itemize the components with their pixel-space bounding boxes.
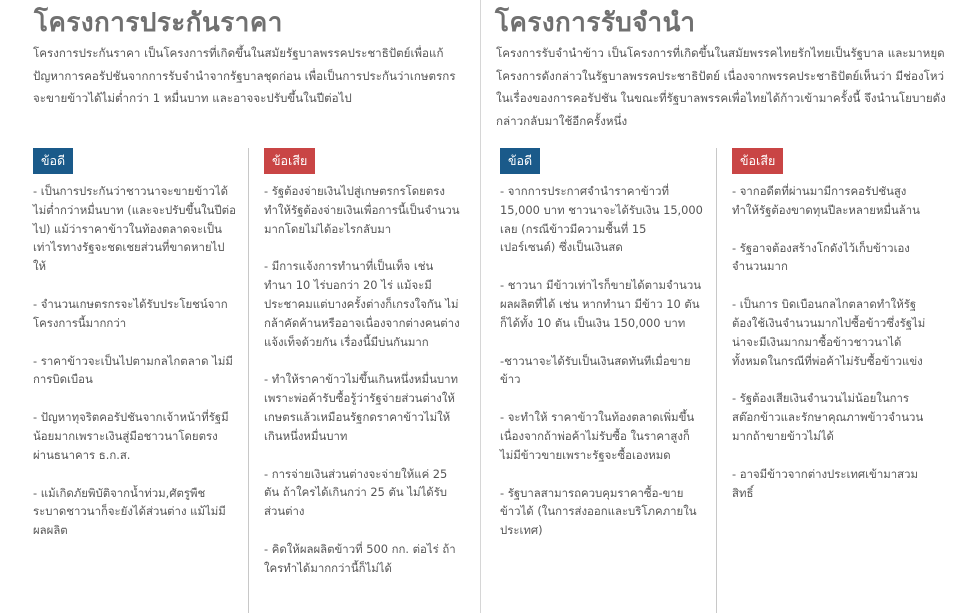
price-guarantee-intro: โครงการประกันราคา เป็นโครงการที่เกิดขึ้นในสมัยรัฐบาลพรรคประชาธิปัตย์เพื่อแก้ปัญหาการคอรัปชันจากการรับจำนำจากรัฐบาลชุดก่อน เพื่อเป็นการประกันว่าเกษตรกรจะขายข้าวได้ไม่ต่ำกว่า 1 หมื่นบาท และอาจจะปรับขึ้นในปีต่อไป <box>33 46 456 105</box>
list-item: - จำนวนเกษตรกรจะได้รับประโยชน์จากโครงการนี้มากกว่า <box>33 296 228 330</box>
rice-pledging-cons <box>716 148 927 613</box>
cons-badge: ข้อเสีย <box>264 148 315 174</box>
price-guarantee-section <box>0 0 480 613</box>
list-item: - ปัญหาทุจริตคอรัปชันจากเจ้าหน้าที่รัฐมีน้อยมากเพราะเงินสู่มือชาวนาโดยตรงผ่านธนาคาร ธ.ก.ส. <box>33 410 229 462</box>
list-item: - รัฐต้องเสียเงินจำนวนไม่น้อยในการสต๊อกข้าวและรักษาคุณภาพข้าวจำนวนมากถ้าขายข้าวไม่ได้ <box>732 391 924 443</box>
list-item: - การจ่ายเงินส่วนต่างจะจ่ายให้แค่ 25 ตัน ถ้าใครได้เกินกว่า 25 ตัน ไม่ได้รับส่วนต่าง <box>264 466 448 519</box>
rice-pledging-intro: โครงการรับจำนำข้าว เป็นโครงการที่เกิดขึ้นในสมัยพรรคไทยรักไทยเป็นรัฐบาล และมาหยุดโครงการดังกล่าวในรัฐบาลพรรคประชาธิปัตย์ เนื่องจากพรรคประชาธิปัตย์เห็นว่า มีช่องโหว่ในเรื่องของการคอรัปชัน ในขณะที่รัฐบาลพรรคเพื่อไทยได้ก้าวเข้ามาครั้งนี้ จึงนำนโยบายดังกล่าวกลับมาใช้อีกครั้งหนึ่ง <box>496 46 946 128</box>
pros-badge: ข้อดี <box>500 148 540 174</box>
list-item: - คิดให้ผลผลิตข้าวที่ 500 กก. ต่อไร่ ถ้าใครทำได้มากกว่านี้ก็ไม่ได้ <box>264 541 456 575</box>
list-item: - รัฐต้องจ่ายเงินไปสู่เกษตรกรโดยตรงทำให้รัฐต้องจ่ายเงินเพื่อการนี้เป็นจำนวนมากโดยไม่ได้อะไรกลับมา <box>264 184 460 236</box>
list-item: - จะทำให้ ราคาข้าวในท้องตลาดเพิ่มขึ้น เนื่องจากถ้าพ่อค้าไม่รับซื้อ ในราคาสูงก็ไม่มีข้าวขายเพราะรัฐจะซื้อเองหมด <box>500 410 695 462</box>
list-item: - อาจมีข้าวจากต่างประเทศเข้ามาสวมสิทธิ์ <box>732 466 918 500</box>
list-item: - แม้เกิดภัยพิบัติจากน้ำท่วม,ศัตรูพืชระบาดชาวนาก็จะยังได้ส่วนต่าง แม้ไม่มีผลผลิต <box>33 485 226 538</box>
rice-pledging-pros <box>500 148 703 613</box>
rice-pledging-title: โครงการรับจำนำ <box>495 8 696 38</box>
pros-badge: ข้อดี <box>33 148 73 174</box>
list-item: - มีการแจ้งการทำนาที่เป็นเท็จ เช่น ทำนา 10 ไร่บอกว่า 20 ไร่ แม้จะมีประชาคมแต่บางครั้งต่างก็เกรงใจกัน ไม่กล้าคัดค้านหรืออาจเนื่องจากต่างคนต่างแจ้งเท็จด้วยกัน เรื่องนี้มีบ่นกันมาก <box>264 259 460 349</box>
cons-badge: ข้อเสีย <box>732 148 783 174</box>
list-item: - รัฐบาลสามารถควบคุมราคาซื้อ-ขายข้าวได้ (ในการส่งออกและบริโภคภายในประเทศ) <box>500 485 697 538</box>
list-item: - เป็นการ บิดเบือนกลไกตลาดทำให้รัฐต้องใช้เงินจำนวนมากไปซื้อข้าวซึ่งรัฐไม่น่าจะมีเงินมากมาซื้อข้าวชาวนาได้ทั้งหมดในกรณีที่พ่อค้าไม่รับซื้อข้าวแข่ง <box>732 297 926 368</box>
list-item: -ชาวนาจะได้รับเป็นเงินสดทันทีเมื่อขายข้าว <box>500 353 691 387</box>
list-item: - จากอดีตที่ผ่านมามีการคอรัปชันสูง ทำให้รัฐต้องขาดทุนปีละหลายหมื่นล้าน <box>732 184 920 217</box>
list-item: - ราคาข้าวจะเป็นไปตามกลไกตลาด ไม่มีการบิดเบือน <box>33 353 233 387</box>
list-item: - จากการประกาศจำนำราคาข้าวที่ 15,000 บาท ชาวนาจะได้รับเงิน 15,000 เลย (กรณีข้าวมีความชื้นที่ 15 เปอร์เซนต์) ซึ่งเป็นเงินสด <box>500 184 703 255</box>
price-guarantee-pros <box>33 148 236 613</box>
list-item: - รัฐอาจต้องสร้างโกดังไว้เก็บข้าวเองจำนวนมาก <box>732 240 910 274</box>
price-guarantee-title: โครงการประกันราคา <box>34 8 283 38</box>
rice-pledging-section <box>480 0 968 613</box>
list-item: - เป็นการประกันว่าชาวนาจะขายข้าวได้ไม่ต่ำกว่าหมื่นบาท (และจะปรับขึ้นในปีต่อไป) แม้ว่าราคาข้าวในท้องตลาดจะเป็นเท่าไรทางรัฐจะชดเชยส่วนที่ขาดหายไปให้ <box>33 184 236 274</box>
list-item: - ทำให้ราคาข้าวไม่ขึ้นเกินหนึ่งหมื่นบาทเพราะพ่อค้ารับซื้อรู้ว่ารัฐจ่ายส่วนต่างให้เกษตรแล้วเหมือนรัฐกดราคาข้าวไม่ให้เกินหนึ่งหมื่นบาท <box>264 372 458 443</box>
list-item: - ชาวนา มีข้าวเท่าไรก็ขายได้ตามจำนวนผลผลิตที่ได้ เช่น หากทำนา มีข้าว 10 ตัน ก็ได้ทั้ง 10 ตัน เป็นเงิน 150,000 บาท <box>500 278 702 330</box>
price-guarantee-cons <box>248 148 464 613</box>
